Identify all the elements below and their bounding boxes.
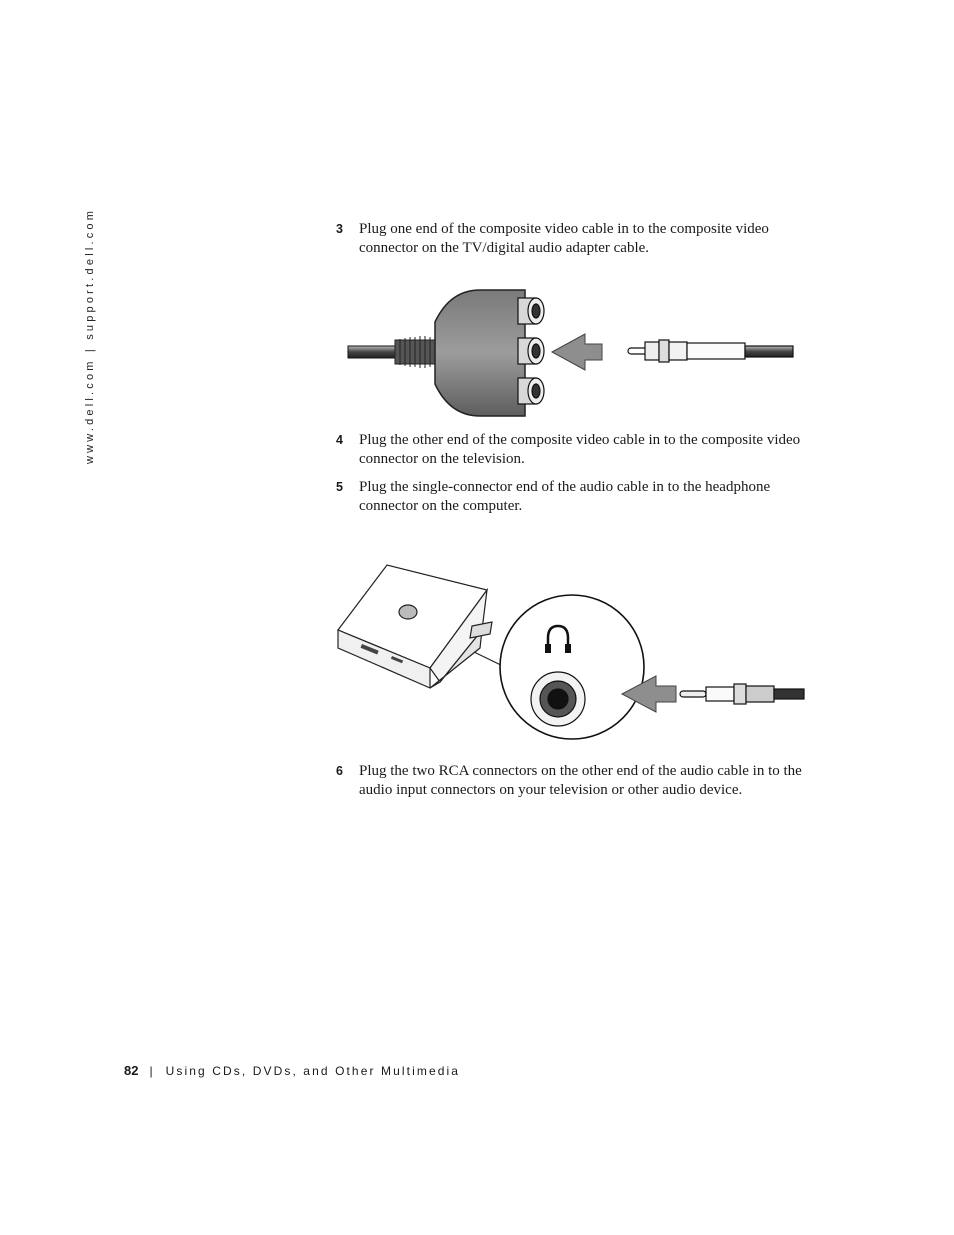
strain-relief <box>395 336 435 368</box>
sidebar-url: www.dell.com | support.dell.com <box>84 207 96 464</box>
step-3 <box>336 220 816 258</box>
adapter-cable <box>348 346 400 358</box>
footer-separator: | <box>149 1064 153 1078</box>
step-text: Plug the other end of the composite video cable in to the composite video connector on the television. <box>359 432 801 467</box>
step-6 <box>336 762 816 800</box>
left-arrow-icon <box>552 334 602 370</box>
step-text: Plug the two RCA connectors on the other end of the audio cable in to the audio input connectors on your television or other audio device. <box>359 763 802 798</box>
step-number: 4 <box>336 433 343 447</box>
step-number: 3 <box>336 222 343 236</box>
rca-jacks <box>518 298 544 404</box>
laptop-headphone-illustration <box>332 560 812 746</box>
step-number: 6 <box>336 764 343 778</box>
page-number: 82 <box>124 1063 139 1078</box>
audio-plug <box>680 684 804 704</box>
step-number: 5 <box>336 480 343 494</box>
chapter-title: Using CDs, DVDs, and Other Multimedia <box>165 1064 461 1078</box>
step-4 <box>336 431 816 469</box>
headphone-jack <box>531 672 585 726</box>
page-footer <box>124 1063 460 1078</box>
adapter-cable-illustration <box>340 282 800 422</box>
laptop <box>338 565 492 688</box>
adapter-body <box>435 290 525 416</box>
step-5 <box>336 478 816 516</box>
rca-plug <box>628 340 793 362</box>
step-text: Plug one end of the composite video cable in to the composite video connector on the TV/digital audio adapter cable. <box>359 221 769 256</box>
step-text: Plug the single-connector end of the audio cable in to the headphone connector on the computer. <box>359 479 771 514</box>
